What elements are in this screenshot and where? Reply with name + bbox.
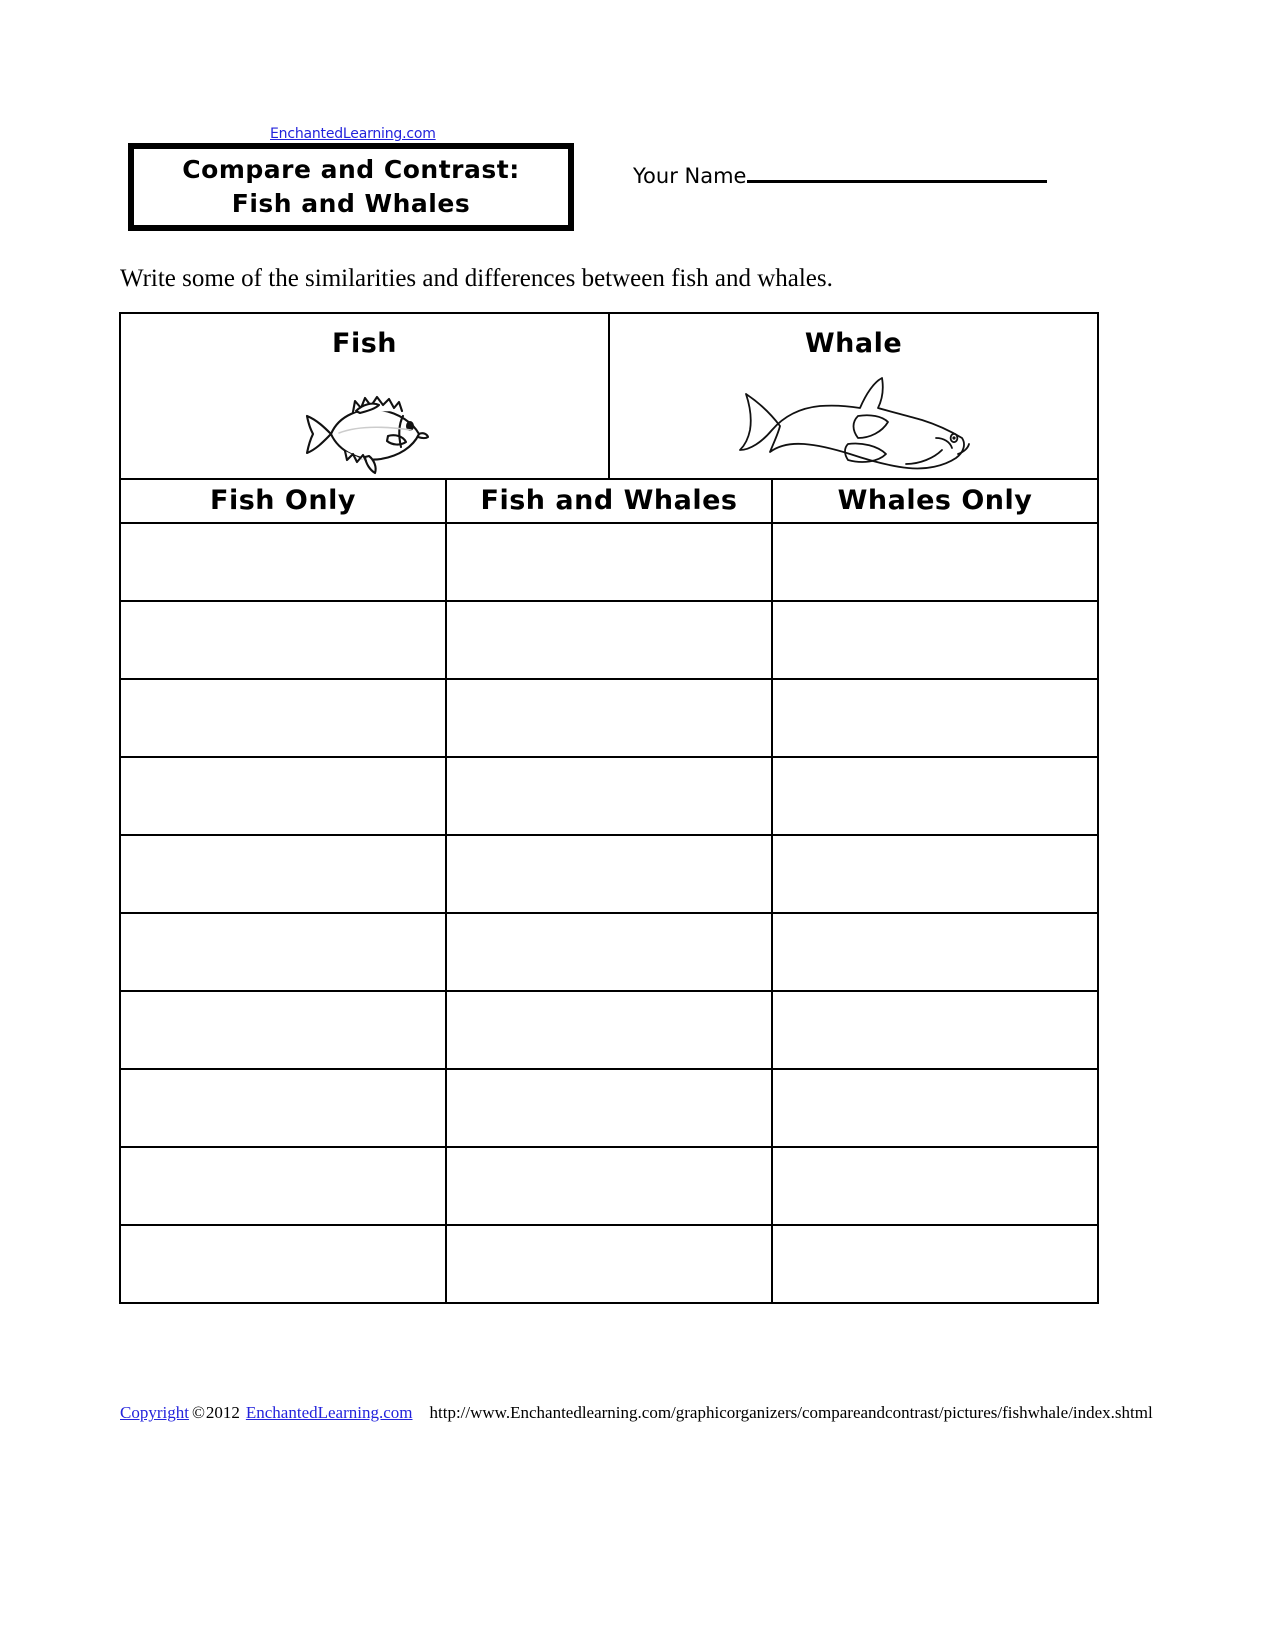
answer-cell-both[interactable] <box>446 913 772 991</box>
answer-cell-fish-only[interactable] <box>120 835 446 913</box>
column-header-whales-only <box>772 479 1098 523</box>
column-header-label: Whales Only <box>837 485 1033 516</box>
title-box <box>128 143 574 231</box>
answer-row <box>120 991 1098 1069</box>
answer-cell-both[interactable] <box>446 1069 772 1147</box>
animal-cell-whale <box>609 313 1098 479</box>
copyright-year: 2012 <box>205 1403 240 1422</box>
answer-cell-both[interactable] <box>446 1147 772 1225</box>
animal-header-row <box>120 313 1098 479</box>
answer-cell-both[interactable] <box>446 601 772 679</box>
page-title-line-2: Fish and Whales <box>231 189 471 218</box>
footer-url: http://www.Enchantedlearning.com/graphicorganizers/compareandcontrast/pictures/fishwhale/index.shtml <box>429 1403 1153 1422</box>
column-header-fish-only <box>120 479 446 523</box>
answer-cell-both[interactable] <box>446 835 772 913</box>
answer-cell-both[interactable] <box>446 1225 772 1303</box>
name-field-label: Your Name <box>633 164 747 188</box>
answer-row <box>120 1225 1098 1303</box>
answer-row <box>120 679 1098 757</box>
whale-illustration <box>610 372 1097 476</box>
column-header-row <box>120 479 1098 523</box>
answer-cell-fish-only[interactable] <box>120 601 446 679</box>
animal-label-whale: Whale <box>804 328 903 359</box>
answer-cell-both[interactable] <box>446 991 772 1069</box>
compare-contrast-table <box>119 312 1099 1304</box>
answer-cell-whales-only[interactable] <box>772 991 1098 1069</box>
page-title-line-1: Compare and Contrast: <box>182 155 520 184</box>
answer-cell-fish-only[interactable] <box>120 679 446 757</box>
copyright-symbol: © <box>191 1403 205 1422</box>
answer-row <box>120 601 1098 679</box>
answer-cell-whales-only[interactable] <box>772 601 1098 679</box>
column-header-label: Fish and Whales <box>480 485 738 516</box>
animal-cell-fish <box>120 313 609 479</box>
answer-row <box>120 757 1098 835</box>
answer-cell-fish-only[interactable] <box>120 1147 446 1225</box>
footer-site-link[interactable]: EnchantedLearning.com <box>245 1403 413 1422</box>
answer-cell-whales-only[interactable] <box>772 835 1098 913</box>
answer-cell-fish-only[interactable] <box>120 523 446 601</box>
answer-cell-whales-only[interactable] <box>772 757 1098 835</box>
name-field[interactable] <box>633 164 1047 188</box>
answer-cell-fish-only[interactable] <box>120 991 446 1069</box>
answer-cell-whales-only[interactable] <box>772 1069 1098 1147</box>
answer-cell-whales-only[interactable] <box>772 679 1098 757</box>
instruction-text: Write some of the similarities and differences between fish and whales. <box>120 265 833 292</box>
footer <box>120 1403 1153 1423</box>
answer-cell-both[interactable] <box>446 523 772 601</box>
name-field-blank-line[interactable] <box>747 179 1047 183</box>
answer-cell-whales-only[interactable] <box>772 913 1098 991</box>
answer-row <box>120 835 1098 913</box>
answer-row <box>120 1147 1098 1225</box>
column-header-fish-and-whales <box>446 479 772 523</box>
answer-cell-fish-only[interactable] <box>120 1069 446 1147</box>
answer-cell-whales-only[interactable] <box>772 523 1098 601</box>
answer-cell-fish-only[interactable] <box>120 757 446 835</box>
copyright-link[interactable]: Copyright <box>120 1403 189 1422</box>
worksheet-header <box>120 126 1120 236</box>
answer-cell-fish-only[interactable] <box>120 913 446 991</box>
answer-row <box>120 523 1098 601</box>
fish-illustration <box>121 390 608 476</box>
answer-cell-fish-only[interactable] <box>120 1225 446 1303</box>
answer-cell-whales-only[interactable] <box>772 1147 1098 1225</box>
enchanted-learning-link[interactable]: EnchantedLearning.com <box>270 126 436 142</box>
answer-row <box>120 913 1098 991</box>
answer-cell-whales-only[interactable] <box>772 1225 1098 1303</box>
animal-label-fish: Fish <box>332 328 397 359</box>
answer-row <box>120 1069 1098 1147</box>
column-header-label: Fish Only <box>210 485 356 516</box>
answer-cell-both[interactable] <box>446 679 772 757</box>
answer-cell-both[interactable] <box>446 757 772 835</box>
